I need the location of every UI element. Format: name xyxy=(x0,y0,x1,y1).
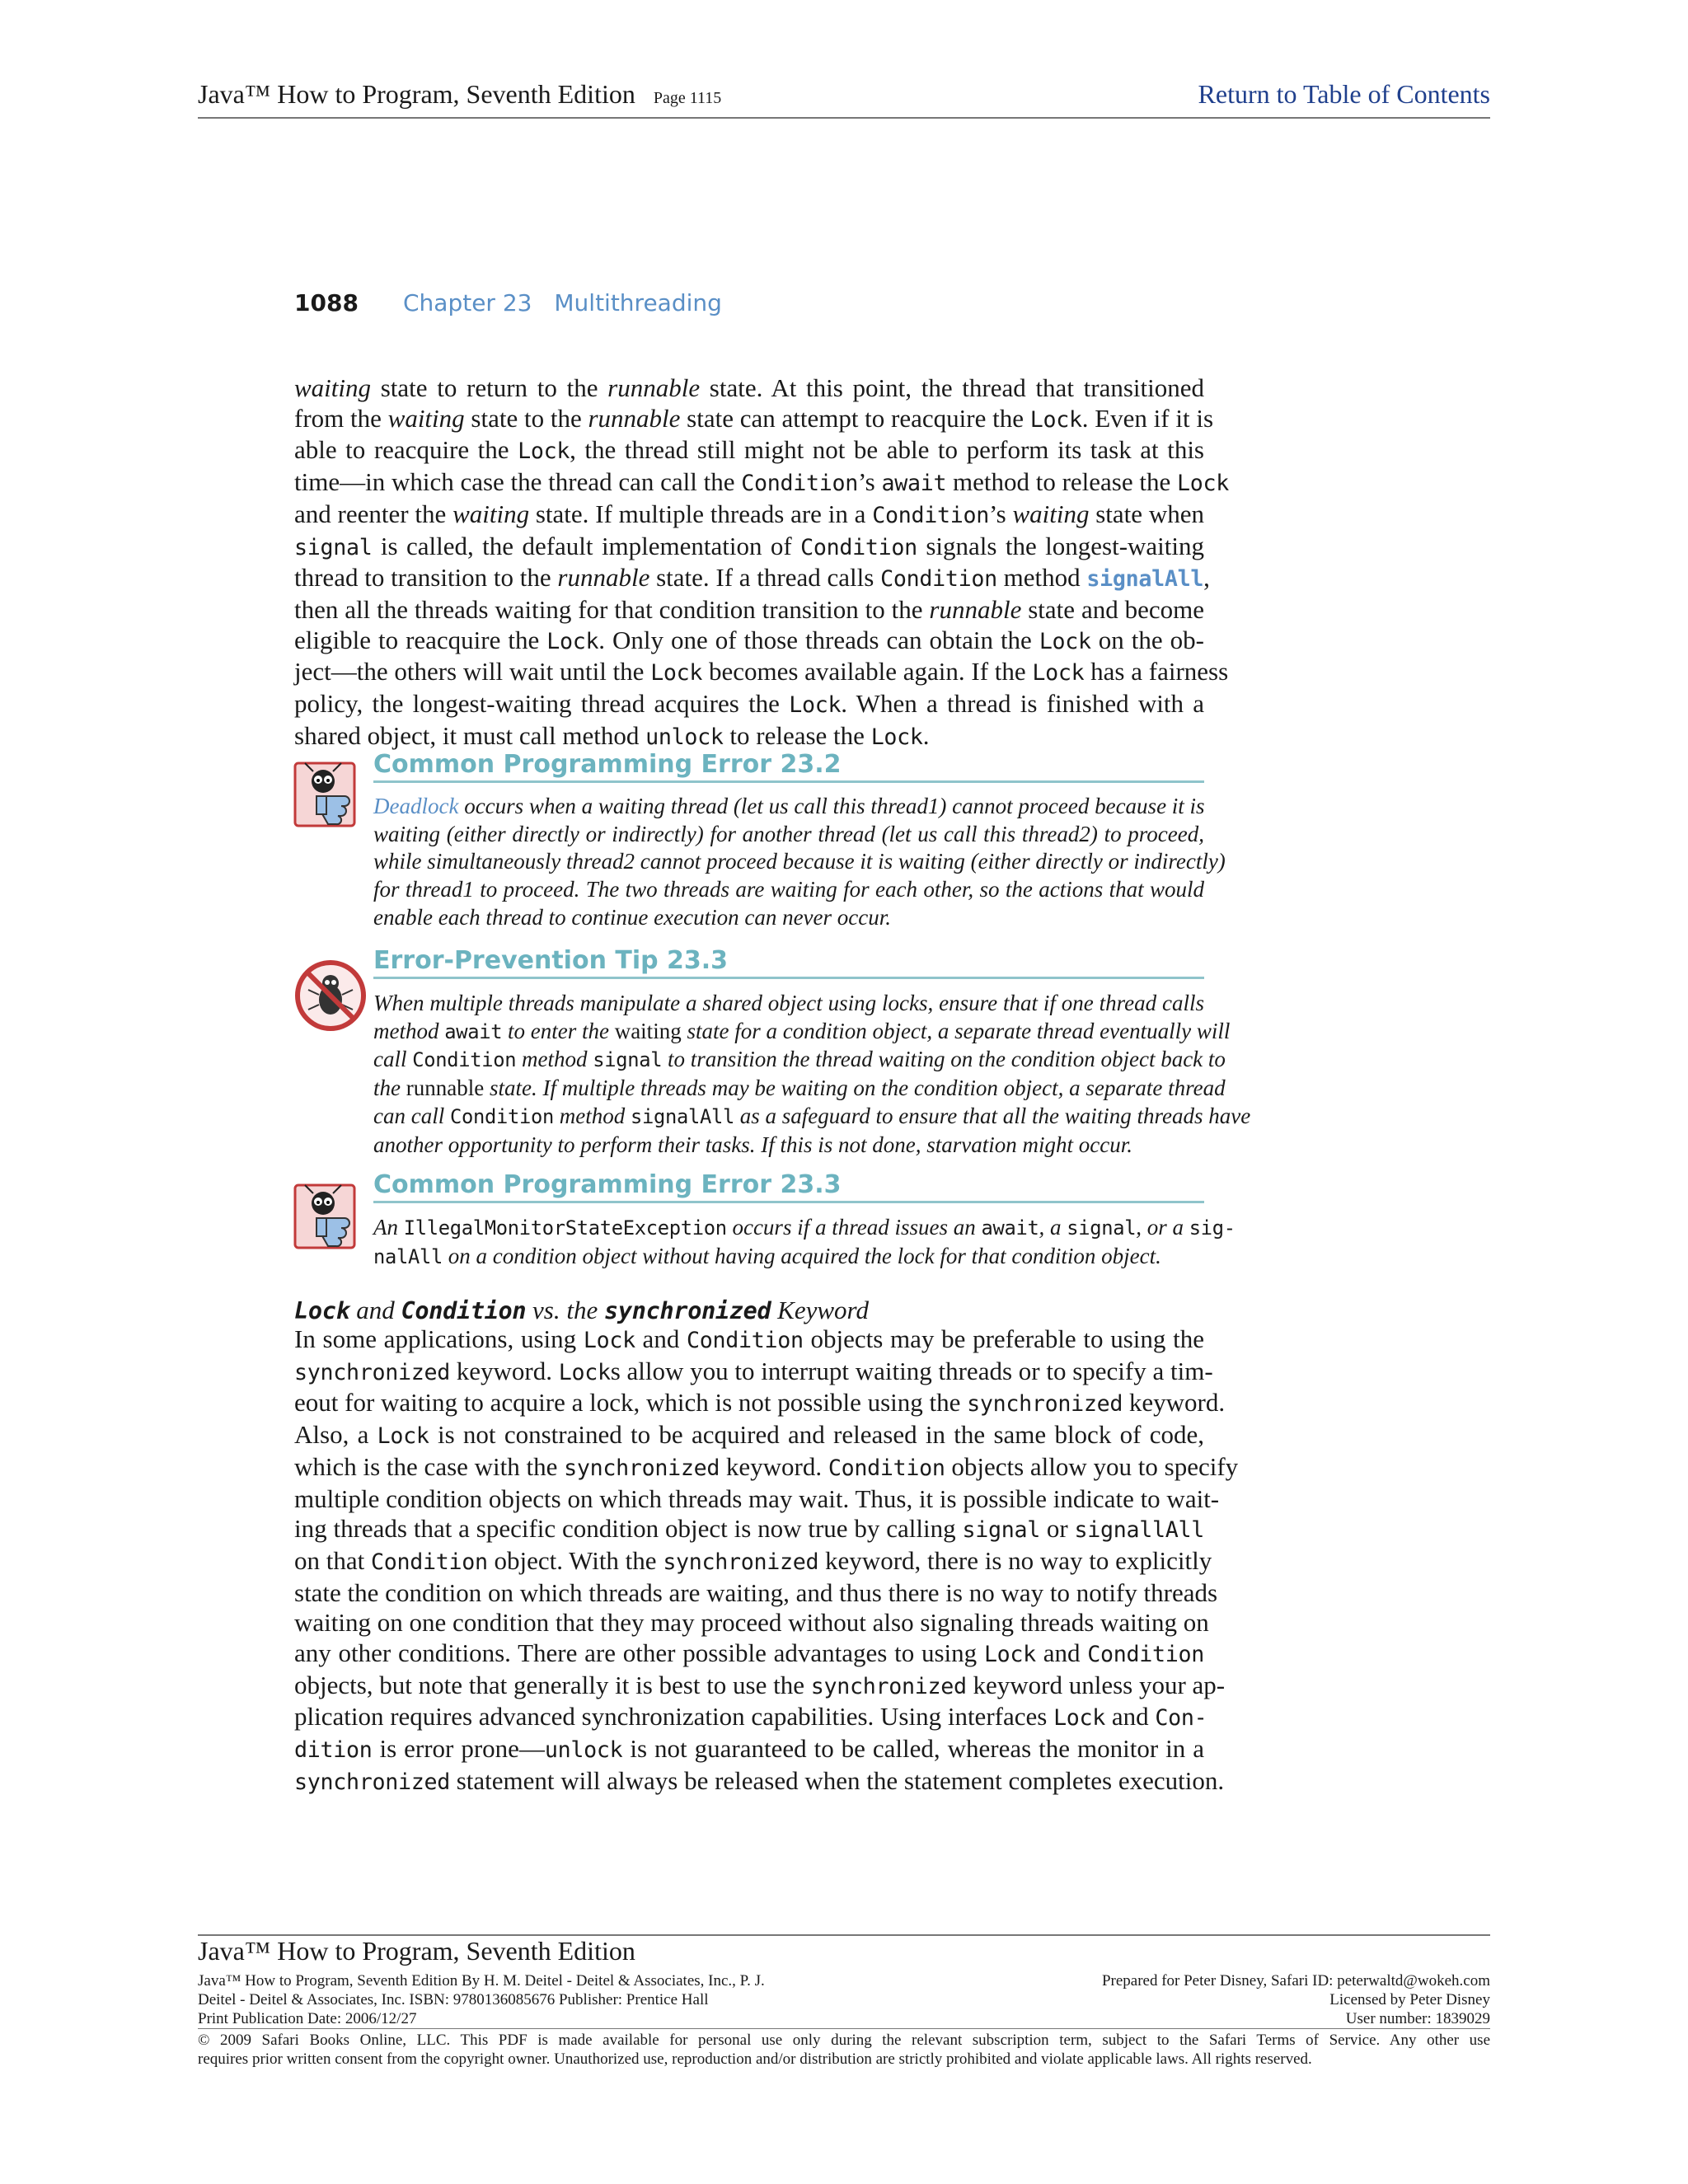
signalall-term: signalAll xyxy=(1086,566,1204,593)
footer-title: Java™ How to Program, Seventh Edition xyxy=(198,1936,635,1966)
return-to-toc-link[interactable]: Return to Table of Contents xyxy=(1198,79,1490,109)
chapter-label: Chapter 23 xyxy=(403,289,532,316)
copyright-line-1: © 2009 Safari Books Online, LLC. This PDF is made available for personal use only during the relevant subscription term, subject to the Safari Terms of Service. Any other use xyxy=(198,2032,1490,2049)
ept-23-3-body: When multiple threads manipulate a shared object using locks, ensure that if one thread calls method await to enter the waiting state for a condition object, a separate thread eventually will call Condition method signal to transition the thread waiting on the condition object back to the runnable state. If multiple threads may be waiting on the condition object, a separate thread can call Condition method signalAll as a safeguard to ensure that all the waiting threads have another opportunity to perform their tasks. If this is not done, starvation might occur. xyxy=(373,991,1251,1157)
no-bug-icon xyxy=(293,958,368,1037)
footer-right-line-3: User number: 1839029 xyxy=(1345,2010,1490,2027)
cpe-23-3-title: Common Programming Error 23.3 xyxy=(373,1170,1204,1203)
cpe-23-3-body: An IllegalMonitorStateException occurs if a thread issues an await, a signal, or a sig- nalAll on a condition object without having acquired the lock for that condition object. xyxy=(373,1215,1236,1268)
running-head xyxy=(403,289,737,316)
body-paragraph-1: waiting state to return to the runnable state. At this point, the thread that transitioned from the waiting state to the runnable state can attempt to reacquire the Lock. Even if it is able to reacquire the Lock, the thread still might not be able to perform its task at this time—in which case the thread can call the Condition’s await method to release the Lock and reenter the waiting state. If multiple threads are in a Condition’s waiting state when signal is called, the default implementation of Condition signals the longest-waiting thread to transition to the runnable state. If a thread calls Condition method signalAll, then all the threads waiting for that condition transition to the runnable state and become eligible to reacquire the Lock. Only one of those threads can obtain the Lock on the ob- ject—the others will wait until the Lock becomes available again. If the Lock has a fairness policy, the longest-waiting thread acquires the Lock. When a thread is finished with a shared object, it must call method unlock to release the Lock. xyxy=(294,373,1229,750)
bug-thumbs-down-icon xyxy=(293,1182,363,1260)
book-title xyxy=(198,79,721,110)
body-paragraph-2: In some applications, using Lock and Condition objects may be preferable to using the synchronized keyword. Locks allow you to interrupt waiting threads or to specify a tim- eout for waiting to acquire a lock, which is not possible using the synchronized keyword. Also, a Lock is not constrained to be acquired and released in the same block of code, which is the case with the synchronized keyword. Condition objects allow you to specify multiple condition objects on which threads may wait. Thus, it is possible indicate to wait- ing threads that a specific condition object is now true by calling signal or signallAll on that Condition object. With the synchronized keyword, there is no way to explicitly state the condition on which threads are waiting, and thus there is no way to notify threads waiting on one condition that they may proceed without also signaling threads waiting on any other conditions. There are other possible advantages to using Lock and Condition objects, but note that generally it is best to use the synchronized keyword unless your ap- plication requires advanced synchronization capabilities. Using interfaces Lock and Con- dition is error prone—unlock is not guaranteed to be called, whereas the monitor in a synchronized statement will always be released when the statement completes execution. xyxy=(294,1324,1239,1795)
footer-left-line-1: Java™ How to Program, Seventh Edition By H. M. Deitel - Deitel & Associates, Inc., P. J. xyxy=(198,1972,765,1990)
footer-left-line-2: Deitel - Deitel & Associates, Inc. ISBN: 9780136085676 Publisher: Prentice Hall xyxy=(198,1991,709,2008)
footer-right-line-1: Prepared for Peter Disney, Safari ID: peterwaltd@wokeh.com xyxy=(1101,1972,1490,1990)
page-ref: Page 1115 xyxy=(653,89,722,107)
footer-divider xyxy=(198,2028,1490,2029)
top-header xyxy=(198,76,1490,119)
page-footer xyxy=(198,1934,1490,2068)
cpe-23-2-body: Deadlock occurs when a waiting thread (let us call this thread1) cannot proceed because it is waiting (either directly or indirectly) for another thread (let us call this thread2) to proceed, while simultaneously thread2 cannot proceed because it is waiting (either directly or indirectly) for thread1 to proceed. The two threads are waiting for each other, so the actions that would enable each thread to continue execution can never occur. xyxy=(373,794,1226,930)
book-title-text: Java™ How to Program, Seventh Edition xyxy=(198,79,635,109)
copyright-line-2: requires prior written consent from the copyright owner. Unauthorized use, reproduction and/or distribution are strictly prohibited and violate applicable laws. All rights reserved. xyxy=(198,2050,1312,2068)
footer-left-line-3: Print Publication Date: 2006/12/27 xyxy=(198,2010,417,2027)
chapter-title: Multithreading xyxy=(554,289,722,316)
deadlock-term: Deadlock xyxy=(373,794,459,818)
page-number: 1088 xyxy=(294,289,359,316)
section-heading: Lock and Condition vs. the synchronized Keyword xyxy=(294,1296,869,1324)
bug-thumbs-down-icon xyxy=(293,760,363,838)
footer-right-line-2: Licensed by Peter Disney xyxy=(1329,1991,1490,2008)
cpe-23-2-title: Common Programming Error 23.2 xyxy=(373,750,1204,783)
ept-23-3-title: Error-Prevention Tip 23.3 xyxy=(373,946,1204,979)
